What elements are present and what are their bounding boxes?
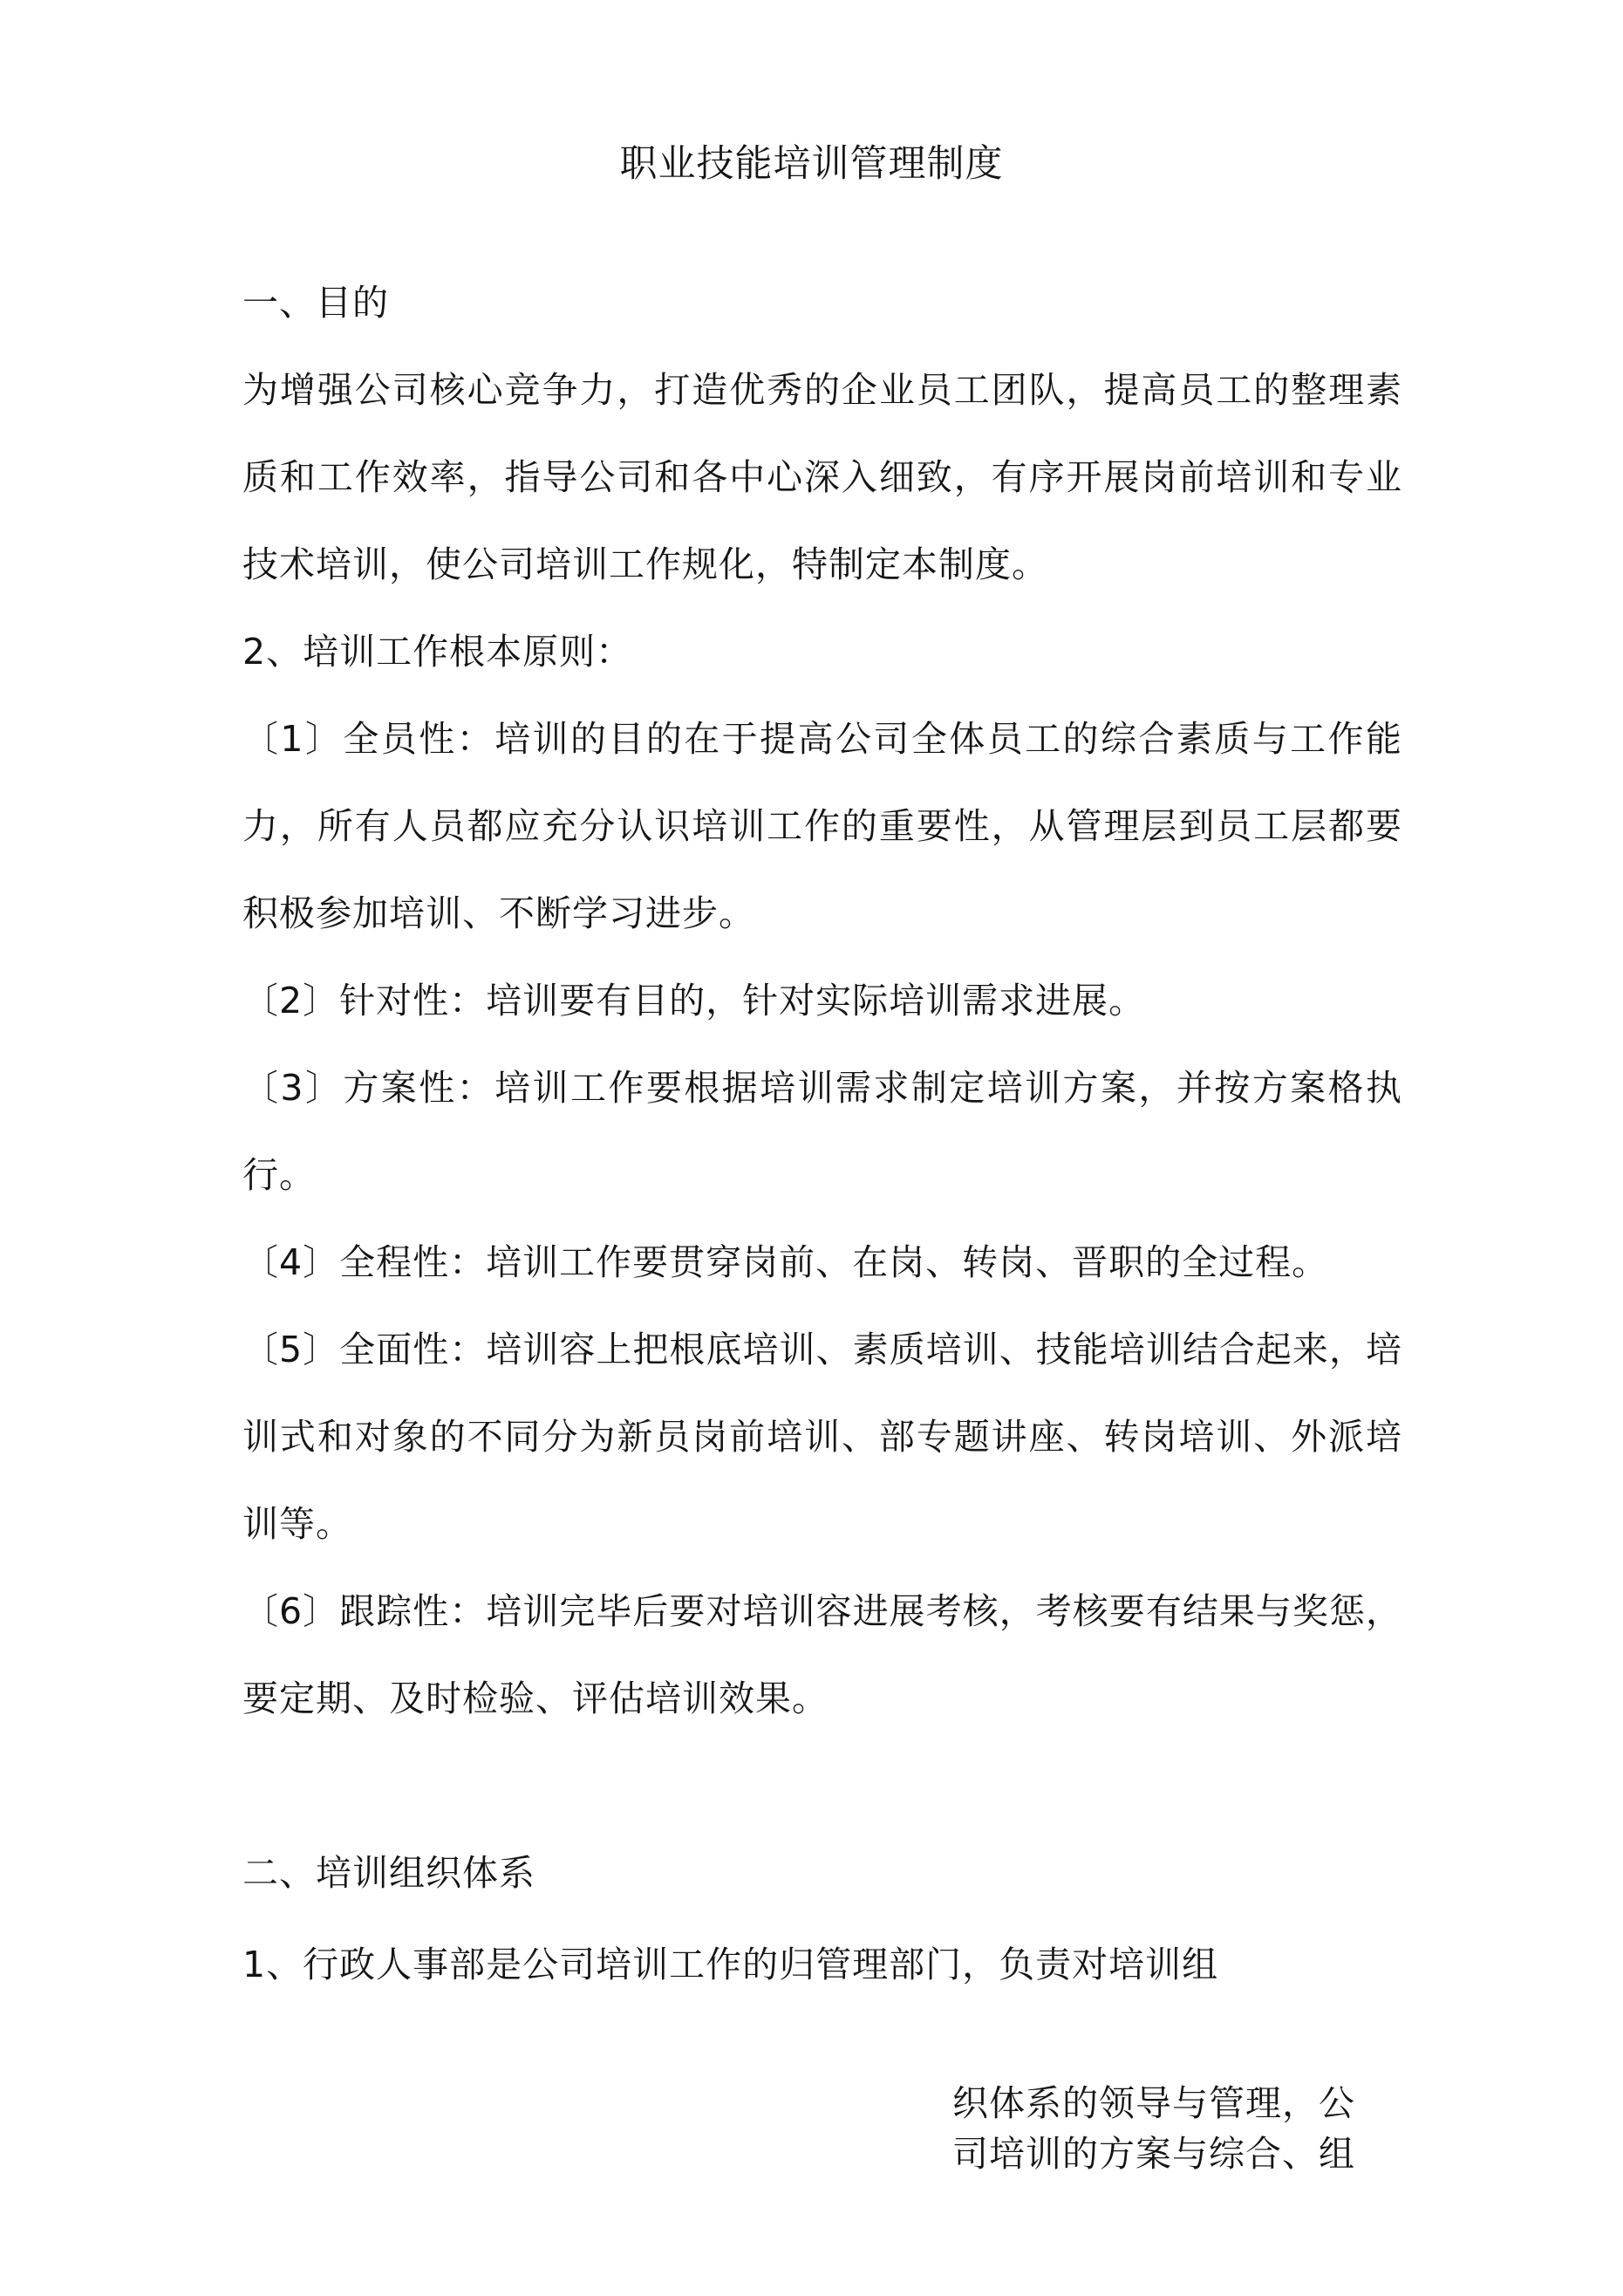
principle-item-2: 〔2〕针对性：培训要有目的，针对实际培训需求进展。 <box>242 980 1146 1022</box>
continuation-line: 织体系的领导与管理，公 <box>952 2082 1355 2124</box>
purpose-paragraph: 为增强公司核心竞争力，打造优秀的企业员工团队，提高员工的整理素质和工作效率，指导公司和各中心深入细致，有序开展岗前培训和专业技术培训，使公司培训工作规化，特制定本制度。 <box>242 369 1402 585</box>
principle-item-6: 〔6〕跟踪性：培训完毕后要对培训容进展考核，考核要有结果与奖惩，要定期、及时检验、评估培训效果。 <box>242 1590 1402 1719</box>
organization-item-1: 1、行政人事部是公司培训工作的归管理部门，负责对培训组 <box>242 1944 1219 1985</box>
principle-item-3: 〔3〕方案性：培训工作要根据培训需求制定培训方案，并按方案格执行。 <box>242 1067 1402 1196</box>
principles-heading: 2、培训工作根本原则： <box>242 631 633 673</box>
document-title: 职业技能培训管理制度 <box>619 142 1004 186</box>
continuation-line: 司培训的方案与综合、组 <box>952 2133 1355 2175</box>
blank-line <box>242 1742 1402 1829</box>
section-heading-organization: 二、培训组织体系 <box>242 1852 535 1894</box>
section-heading-purpose: 一、目的 <box>242 282 389 324</box>
principle-item-1: 〔1〕全员性：培训的目的在于提高公司全体员工的综合素质与工作能力，所有人员都应充分认识培训工作的重要性，从管理层到员工层都要积极参加培训、不断学习进步。 <box>242 718 1402 934</box>
document-body <box>242 259 1402 2008</box>
continuation-text-block <box>952 2078 1355 2179</box>
principle-item-5: 〔5〕全面性：培训容上把根底培训、素质培训、技能培训结合起来，培训式和对象的不同分为新员岗前培训、部专题讲座、转岗培训、外派培训等。 <box>242 1329 1402 1545</box>
principle-item-4: 〔4〕全程性：培训工作要贯穿岗前、在岗、转岗、晋职的全过程。 <box>242 1241 1329 1283</box>
